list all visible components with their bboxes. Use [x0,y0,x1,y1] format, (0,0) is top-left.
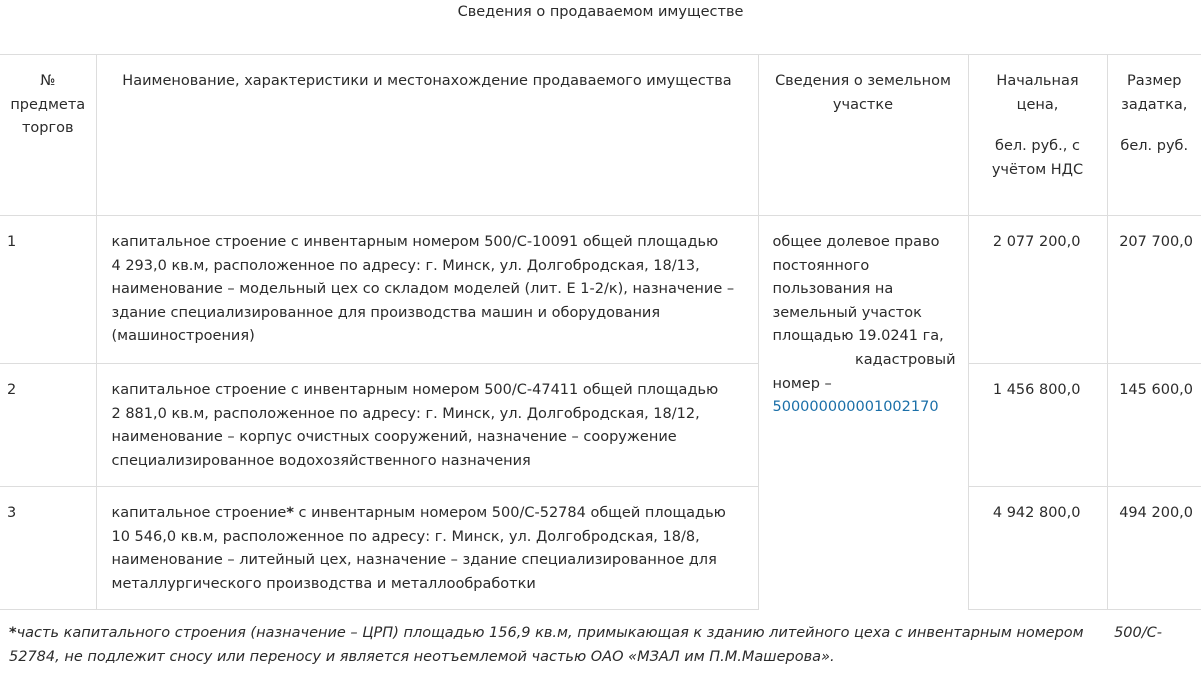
description-line: здание специализированное для производства машин и оборудования [111,304,661,321]
land-info-line: общее долевое право [772,234,940,250]
header-text: № [40,73,56,89]
description-line: 4 293,0 кв.м, расположенное по адресу: г. Минск, ул. Долгобродская, 18/13, [111,257,700,274]
table-row [0,216,1201,364]
header-property-name [96,55,758,216]
property-description [96,364,758,487]
header-gap [1112,117,1198,135]
deposit-amount: 145 600,0 [1107,364,1201,487]
land-info-line: постоянного [772,257,870,274]
header-text: учётом НДС [991,161,1084,178]
cadastral-prefix: номер – [772,375,832,392]
description-line: капитальное строение с инвентарным номером 500/С-47411 общей площадью [111,382,719,398]
land-info-line: площадью 19.0241 га, [772,328,944,345]
header-land-info [758,55,968,216]
property-table [0,54,1201,610]
description-line: 2 881,0 кв.м, расположенное по адресу: г. Минск, ул. Долгобродская, 18/12, [111,405,700,422]
description-line: 10 546,0 кв.м, расположенное по адресу: г. Минск, ул. Долгобродская, 18/8, [111,528,700,545]
lot-number: 2 [0,364,96,487]
land-info-cell [758,216,968,610]
start-price: 2 077 200,0 [968,216,1107,364]
footnote-line: 52784, не подлежит сносу или переносу и является неотъемлемой частью ОАО «МЗАЛ им П.М.Машерова». [9,648,835,665]
header-lot-number [0,55,96,216]
land-info-line: земельный участок [772,304,922,321]
property-description [96,216,758,364]
footnote-text-part: часть капитального строения (назначение – ЦРП) площадью 156,9 кв.м, примыкающая к зданию литейного цеха с инвентарным номером [16,625,1084,641]
description-line: специализированное водохозяйственного назначения [111,452,531,469]
description-line: капитальное строение с инвентарным номером 500/С-10091 общей площадью [111,234,719,250]
land-info-line: пользования на [772,281,894,298]
description-line [112,502,744,526]
cadastral-label: кадастровый [855,351,956,368]
header-text: предмета [10,96,86,113]
header-text: Начальная [996,73,1079,89]
header-text: участке [832,96,894,113]
description-line: наименование – литейный цех, назначение – здание специализированное для [111,552,717,569]
property-description [96,487,758,610]
header-text: цена, [1016,96,1059,113]
footnote-marker: * [286,505,294,521]
deposit-amount: 207 700,0 [1107,216,1201,364]
footnote-line [9,622,1189,646]
header-start-price [968,55,1107,216]
start-price: 1 456 800,0 [968,364,1107,487]
footnote-marker: * [9,625,17,641]
lot-number: 3 [0,487,96,610]
page-title: Сведения о продаваемом имуществе [457,4,744,20]
description-line: наименование – корпус очистных сооружений, назначение – сооружение [111,429,677,446]
table-header-row [0,55,1201,216]
table-row [0,487,1201,610]
header-text: Размер [1127,73,1182,89]
table-row [0,364,1201,487]
description-text: капитальное строение [111,505,287,521]
description-line: (машиностроения) [111,328,255,345]
deposit-amount: 494 200,0 [1107,487,1201,610]
footnote-text [9,622,1084,646]
header-deposit [1107,55,1201,216]
lot-number: 1 [0,216,96,364]
header-text: бел. руб., с [995,138,1080,155]
description-line: наименование – модельный цех со складом моделей (лит. Е 1-2/к), назначение – [111,281,735,298]
description-text: с инвентарным номером 500/С-52784 общей площадью [293,505,726,521]
header-gap [973,117,1103,135]
footnote [9,622,1189,669]
cadastral-number-link[interactable]: 500000000001002170 [772,399,939,416]
header-text: Наименование, характеристики и местонахождение продаваемого имущества [122,73,732,89]
footnote-text-tail: 500/С- [1114,625,1162,641]
header-text: торгов [21,120,74,137]
start-price: 4 942 800,0 [968,487,1107,610]
header-text: Сведения о земельном [775,73,951,89]
header-text: бел. руб. [1120,138,1189,155]
header-text: задатка, [1121,96,1188,113]
description-line: металлургического производства и металлообработки [111,575,536,592]
